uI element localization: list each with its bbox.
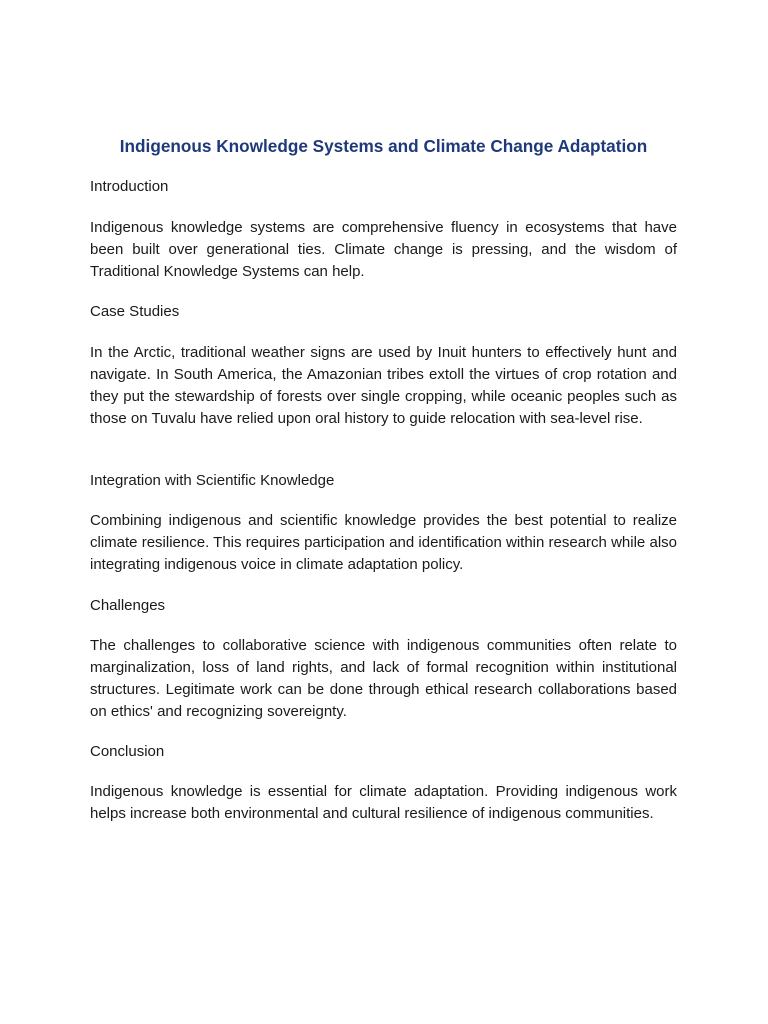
section-heading-case-studies: Case Studies [90,303,180,320]
section-body-integration: Combining indigenous and scientific knowledge provides the best potential to realize climate resilience. This requires participation and identification within research while also integrating indigenous voice in climate adaptation policy. [90,512,677,573]
section-body-case-studies: In the Arctic, traditional weather signs are used by Inuit hunters to effectively hunt and navigate. In South America, the Amazonian tribes extoll the virtues of crop rotation and they put the stewardship of forests over single cropping, while oceanic peoples such as those on Tuvalu have relied upon oral history to guide relocation with sea-level rise. [90,344,677,427]
section-heading-challenges: Challenges [90,597,166,614]
section-heading-introduction: Introduction [90,178,169,195]
section-heading-conclusion: Conclusion [90,743,165,760]
section-body-introduction: Indigenous knowledge systems are comprehensive fluency in ecosystems that have been built over generational ties. Climate change is pressing, and the wisdom of Traditional Knowledge Systems can help. [90,219,677,280]
document-title: Indigenous Knowledge Systems and Climate Change Adaptation [119,136,648,156]
section-body-challenges: The challenges to collaborative science with indigenous communities often relate to marginalization, loss of land rights, and lack of formal recognition within institutional structures. Legitimate work can be done through ethical research collaborations based on ethics' and recognizing sovereignty. [90,637,677,720]
section-heading-integration: Integration with Scientific Knowledge [90,472,335,489]
section-body-conclusion: Indigenous knowledge is essential for climate adaptation. Providing indigenous work helps increase both environmental and cultural resilience of indigenous communities. [90,783,677,822]
